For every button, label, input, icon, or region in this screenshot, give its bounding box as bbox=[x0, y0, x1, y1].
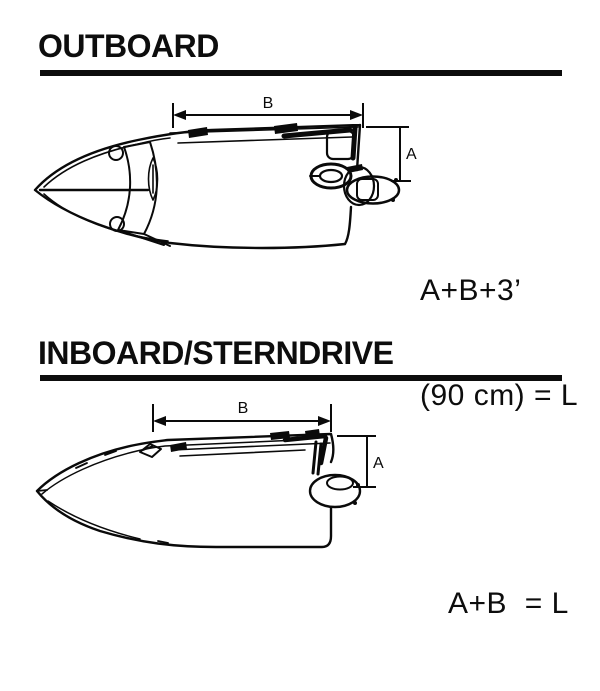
dim-b-arrowhead-left bbox=[173, 110, 186, 120]
stern-coaming-thick bbox=[284, 128, 355, 158]
outboard-motor bbox=[344, 164, 399, 205]
sterndrive-unit bbox=[310, 475, 360, 507]
outboard-dimension-b bbox=[173, 95, 363, 128]
inboard-bow-dashes bbox=[37, 451, 168, 543]
motor-well bbox=[327, 131, 354, 159]
outboard-dimension-a bbox=[366, 127, 417, 181]
dim-b2-arrowhead-left bbox=[153, 416, 166, 426]
outboard-length-formula bbox=[420, 203, 578, 483]
dim-b-arrowhead-right bbox=[350, 110, 363, 120]
dim-a2-label: A bbox=[373, 455, 384, 472]
deck-hardware-blob-2 bbox=[274, 123, 298, 134]
dim-b-label: B bbox=[262, 95, 274, 112]
bow-hatch-circle-top bbox=[109, 146, 123, 160]
inboard-formula-line1: A+B = L bbox=[448, 587, 569, 620]
outboard-formula-line1: A+B+3’ bbox=[420, 274, 522, 307]
inboard-deck-blob-1 bbox=[170, 442, 187, 452]
inboard-length-formula bbox=[448, 516, 569, 691]
outboard-boat-drawing bbox=[35, 123, 399, 248]
dim-b2-arrowhead-right bbox=[318, 416, 331, 426]
inboard-boat-drawing bbox=[37, 429, 360, 547]
deck-hardware-blob-1 bbox=[188, 127, 208, 138]
outboard-windshield bbox=[118, 142, 170, 246]
outboard-formula-line2: (90 cm) = L bbox=[420, 379, 579, 412]
outboard-hull-outline bbox=[35, 125, 360, 248]
outboard-section-title: OUTBOARD bbox=[38, 28, 219, 64]
folded-windshield-detail bbox=[140, 444, 161, 457]
inboard-dimension-b bbox=[153, 400, 331, 432]
inboard-dimension-a bbox=[337, 436, 384, 487]
inboard-gimbal-bracket bbox=[313, 442, 321, 474]
dim-b2-label: B bbox=[237, 400, 249, 417]
inboard-section-title: INBOARD/STERNDRIVE bbox=[38, 335, 394, 371]
dim-a-label: A bbox=[406, 146, 417, 163]
